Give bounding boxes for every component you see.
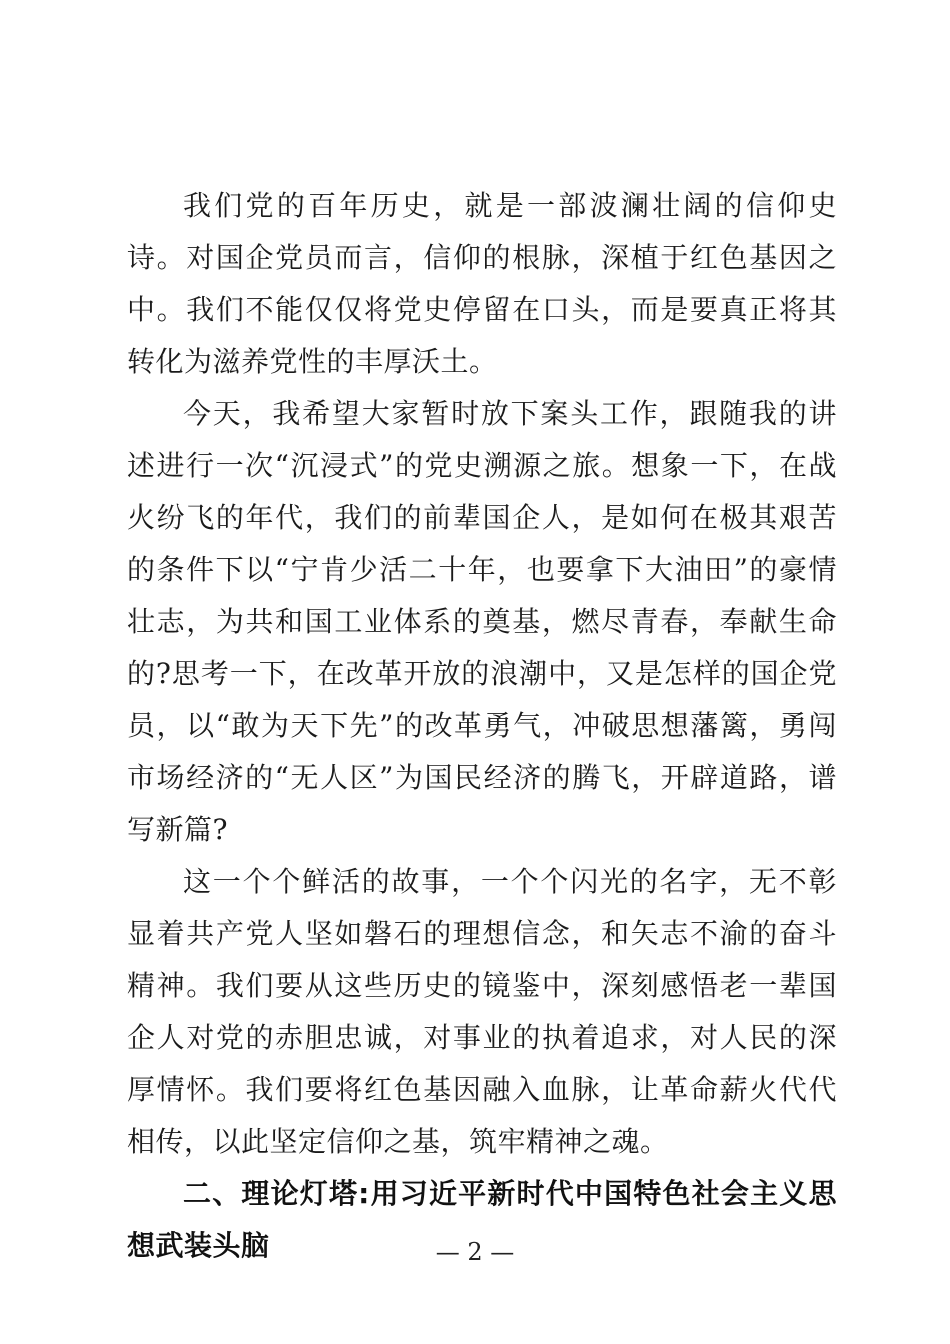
page-body (127, 180, 837, 1272)
page-number: — 2 — (435, 1238, 515, 1266)
paragraph-3: 这一个个鲜活的故事，一个个闪光的名字，无不彰显着共产党人坚如磐石的理想信念，和矢志不渝的奋斗精神。我们要从这些历史的镜鉴中，深刻感悟老一辈国企人对党的赤胆忠诚，对事业的执着追求，对人民的深厚情怀。我们要将红色基因融入血脉，让革命薪火代代相传，以此坚定信仰之基，筑牢精神之魂。 (127, 865, 837, 1158)
paragraph-2: 今天，我希望大家暂时放下案头工作，跟随我的讲述进行一次“沉浸式”的党史溯源之旅。想象一下，在战火纷飞的年代，我们的前辈国企人，是如何在极其艰苦的条件下以“宁肯少活二十年，也要拿下大油田”的豪情壮志，为共和国工业体系的奠基，燃尽青春，奉献生命的?思考一下，在改革开放的浪潮中，又是怎样的国企党员，以“敢为天下先”的改革勇气，冲破思想藩篱，勇闯市场经济的“无人区”为国民经济的腾飞，开辟道路，谱写新篇? (127, 397, 837, 846)
section-heading: 二、理论灯塔:用习近平新时代中国特色社会主义思想武装头脑 (127, 1177, 837, 1262)
paragraph-1: 我们党的百年历史，就是一部波澜壮阔的信仰史诗。对国企党员而言，信仰的根脉，深植于红色基因之中。我们不能仅仅将党史停留在口头，而是要真正将其转化为滋养党性的丰厚沃土。 (127, 189, 837, 378)
